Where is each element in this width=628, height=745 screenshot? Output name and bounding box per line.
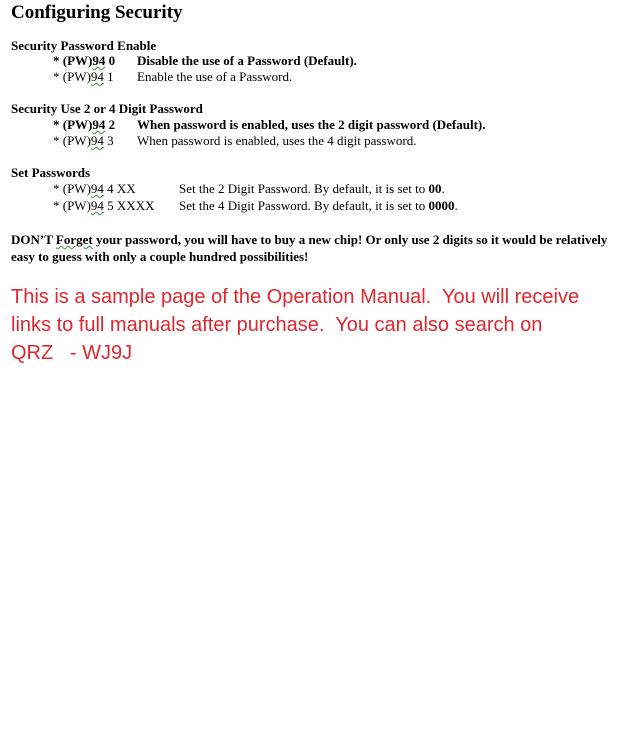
page-title: Configuring Security (11, 2, 183, 23)
command-code: * (PW)94 5 XXXX (53, 198, 155, 213)
notice-line: QRZ - WJ9J (11, 342, 133, 364)
section-heading-digit-password: Security Use 2 or 4 Digit Password (11, 101, 203, 116)
command-code: * (PW)94 0 (53, 53, 116, 68)
notice-line: This is a sample page of the Operation Manual. You will receive (11, 286, 580, 308)
command-description: When password is enabled, uses the 4 digit password. (137, 133, 417, 148)
command-row-pw944 (53, 181, 445, 197)
command-row-pw942 (53, 117, 486, 133)
forget-password-warning: DON’T Forget your password, you will have to buy a new chip! Or only use 2 digits so it would be relatively easy to guess with only a couple hundred possibilities! (11, 232, 608, 264)
command-row-pw945 (53, 198, 458, 214)
notice-line: links to full manuals after purchase. You can also search on (11, 314, 543, 336)
command-code: * (PW)94 3 (53, 133, 114, 148)
command-row-pw940 (53, 53, 357, 69)
default-value: 00 (428, 181, 442, 196)
command-description: When password is enabled, uses the 2 digit password (Default). (137, 117, 486, 132)
command-row-pw941 (53, 69, 293, 85)
command-code: * (PW)94 2 (53, 117, 116, 132)
section-heading-set-passwords: Set Passwords (11, 165, 91, 180)
command-description: Set the 4 Digit Password. By default, it is set to 0000. (179, 198, 458, 213)
section-heading-password-enable: Security Password Enable (11, 38, 157, 53)
default-value: 0000 (428, 198, 455, 213)
command-row-pw943 (53, 133, 417, 149)
command-description: Set the 2 Digit Password. By default, it is set to 00. (179, 181, 445, 196)
command-code: * (PW)94 4 XX (53, 181, 136, 196)
command-description: Enable the use of a Password. (137, 69, 293, 84)
command-description: Disable the use of a Password (Default). (137, 53, 357, 68)
sample-page-notice (11, 283, 616, 367)
command-code: * (PW)94 1 (53, 69, 114, 84)
